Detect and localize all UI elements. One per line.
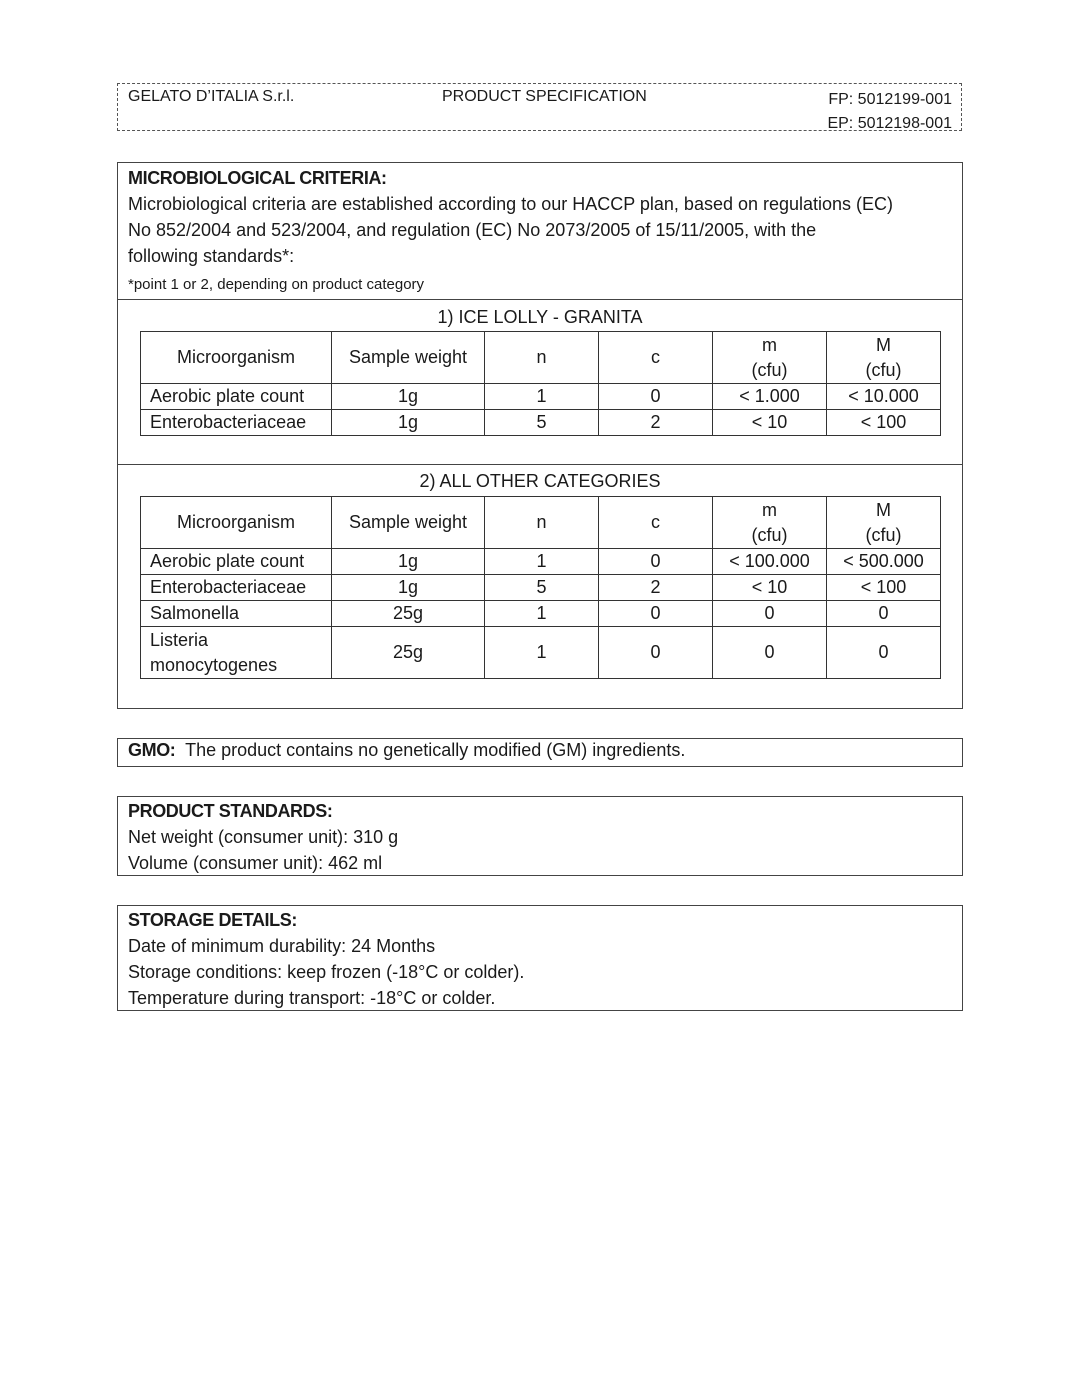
gmo-label: GMO: xyxy=(128,740,176,760)
col-M-label: M xyxy=(876,499,891,520)
fp-code: FP: 5012199-001 xyxy=(828,91,952,108)
storage-title: STORAGE DETAILS: xyxy=(128,910,297,930)
durability-line: Date of minimum durability: 24 Months xyxy=(128,936,436,956)
cell-organism-line-1: Listeria xyxy=(150,629,209,650)
cell-c: 2 xyxy=(599,575,713,601)
storage-conditions-line: Storage conditions: keep frozen (-18°C or colder). xyxy=(128,962,525,982)
cell-organism: Enterobacteriaceae xyxy=(141,410,332,436)
product-codes xyxy=(827,88,952,136)
col-c: c xyxy=(599,497,713,549)
ep-code: EP: 5012198-001 xyxy=(827,115,952,132)
gmo-line xyxy=(128,740,685,761)
cell-organism-line-2: monocytogenes xyxy=(150,654,278,675)
document-title: PRODUCT SPECIFICATION xyxy=(442,88,647,105)
cell-n: 1 xyxy=(485,601,599,627)
category-2-table xyxy=(140,496,941,679)
col-n: n xyxy=(485,497,599,549)
col-m-label: m xyxy=(762,499,777,520)
cell-c: 0 xyxy=(599,601,713,627)
cell-c: 0 xyxy=(599,384,713,410)
cell-m: 0 xyxy=(713,627,827,679)
table-row xyxy=(141,601,941,627)
col-M-label: M xyxy=(876,334,891,355)
document-header xyxy=(117,83,962,131)
table-row xyxy=(141,575,941,601)
storage-details-section xyxy=(117,905,963,1011)
cell-n: 5 xyxy=(485,410,599,436)
cell-m: 0 xyxy=(713,601,827,627)
micro-footnote: *point 1 or 2, depending on product category xyxy=(128,276,425,293)
transport-temperature-line: Temperature during transport: -18°C or colder. xyxy=(128,988,496,1008)
micro-intro xyxy=(128,165,952,293)
net-weight-line: Net weight (consumer unit): 310 g xyxy=(128,827,399,847)
col-c: c xyxy=(599,332,713,384)
cell-c: 0 xyxy=(599,549,713,575)
cell-n: 1 xyxy=(485,549,599,575)
cell-weight: 1g xyxy=(332,549,485,575)
cell-M: 0 xyxy=(827,601,941,627)
divider xyxy=(118,299,962,300)
col-m-label: m xyxy=(762,334,777,355)
col-microorganism: Microorganism xyxy=(141,497,332,549)
cell-organism: Salmonella xyxy=(141,601,332,627)
table-row xyxy=(141,384,941,410)
cell-organism: Enterobacteriaceae xyxy=(141,575,332,601)
microbiological-criteria-section xyxy=(117,162,963,709)
cell-M: < 100 xyxy=(827,575,941,601)
col-M xyxy=(827,332,941,384)
col-microorganism: Microorganism xyxy=(141,332,332,384)
product-standards-section xyxy=(117,796,963,876)
cell-c: 0 xyxy=(599,627,713,679)
table-header-row xyxy=(141,332,941,384)
col-sample-weight: Sample weight xyxy=(332,332,485,384)
volume-line: Volume (consumer unit): 462 ml xyxy=(128,853,383,873)
standards-content xyxy=(128,798,398,876)
cell-weight: 1g xyxy=(332,410,485,436)
cell-m: < 10 xyxy=(713,575,827,601)
micro-intro-line-2: No 852/2004 and 523/2004, and regulation (EC) No 2073/2005 of 15/11/2005, with the xyxy=(128,220,817,240)
col-M-unit: (cfu) xyxy=(865,359,902,380)
col-M-unit: (cfu) xyxy=(865,524,902,545)
col-n: n xyxy=(485,332,599,384)
cell-m: < 10 xyxy=(713,410,827,436)
cell-weight: 25g xyxy=(332,627,485,679)
category-2-title: 2) ALL OTHER CATEGORIES xyxy=(419,471,661,491)
cell-n: 1 xyxy=(485,384,599,410)
gmo-text: The product contains no genetically modified (GM) ingredients. xyxy=(185,740,686,760)
cell-n: 5 xyxy=(485,575,599,601)
table-row xyxy=(141,410,941,436)
category-1-title: 1) ICE LOLLY - GRANITA xyxy=(437,307,643,327)
micro-intro-line-1: Microbiological criteria are established according to our HACCP plan, based on regulations (EC) xyxy=(128,194,894,214)
standards-title: PRODUCT STANDARDS: xyxy=(128,801,333,821)
col-m xyxy=(713,497,827,549)
table-header-row xyxy=(141,497,941,549)
micro-intro-line-3: following standards*: xyxy=(128,246,295,266)
col-sample-weight: Sample weight xyxy=(332,497,485,549)
storage-content xyxy=(128,907,524,1011)
gmo-section xyxy=(117,738,963,767)
cell-M: < 500.000 xyxy=(827,549,941,575)
table-row xyxy=(141,549,941,575)
cell-weight: 1g xyxy=(332,575,485,601)
category-1-table xyxy=(140,331,941,436)
micro-title: MICROBIOLOGICAL CRITERIA: xyxy=(128,168,387,188)
cell-weight: 25g xyxy=(332,601,485,627)
cell-c: 2 xyxy=(599,410,713,436)
cell-organism xyxy=(141,627,332,679)
col-m-unit: (cfu) xyxy=(751,359,788,380)
divider xyxy=(118,464,962,465)
cell-M: 0 xyxy=(827,627,941,679)
table-row xyxy=(141,627,941,679)
company-name: GELATO D’ITALIA S.r.l. xyxy=(128,88,295,105)
cell-n: 1 xyxy=(485,627,599,679)
col-m xyxy=(713,332,827,384)
cell-M: < 100 xyxy=(827,410,941,436)
cell-weight: 1g xyxy=(332,384,485,410)
cell-m: < 100.000 xyxy=(713,549,827,575)
cell-m: < 1.000 xyxy=(713,384,827,410)
cell-M: < 10.000 xyxy=(827,384,941,410)
col-M xyxy=(827,497,941,549)
col-m-unit: (cfu) xyxy=(751,524,788,545)
cell-organism: Aerobic plate count xyxy=(141,549,332,575)
cell-organism: Aerobic plate count xyxy=(141,384,332,410)
